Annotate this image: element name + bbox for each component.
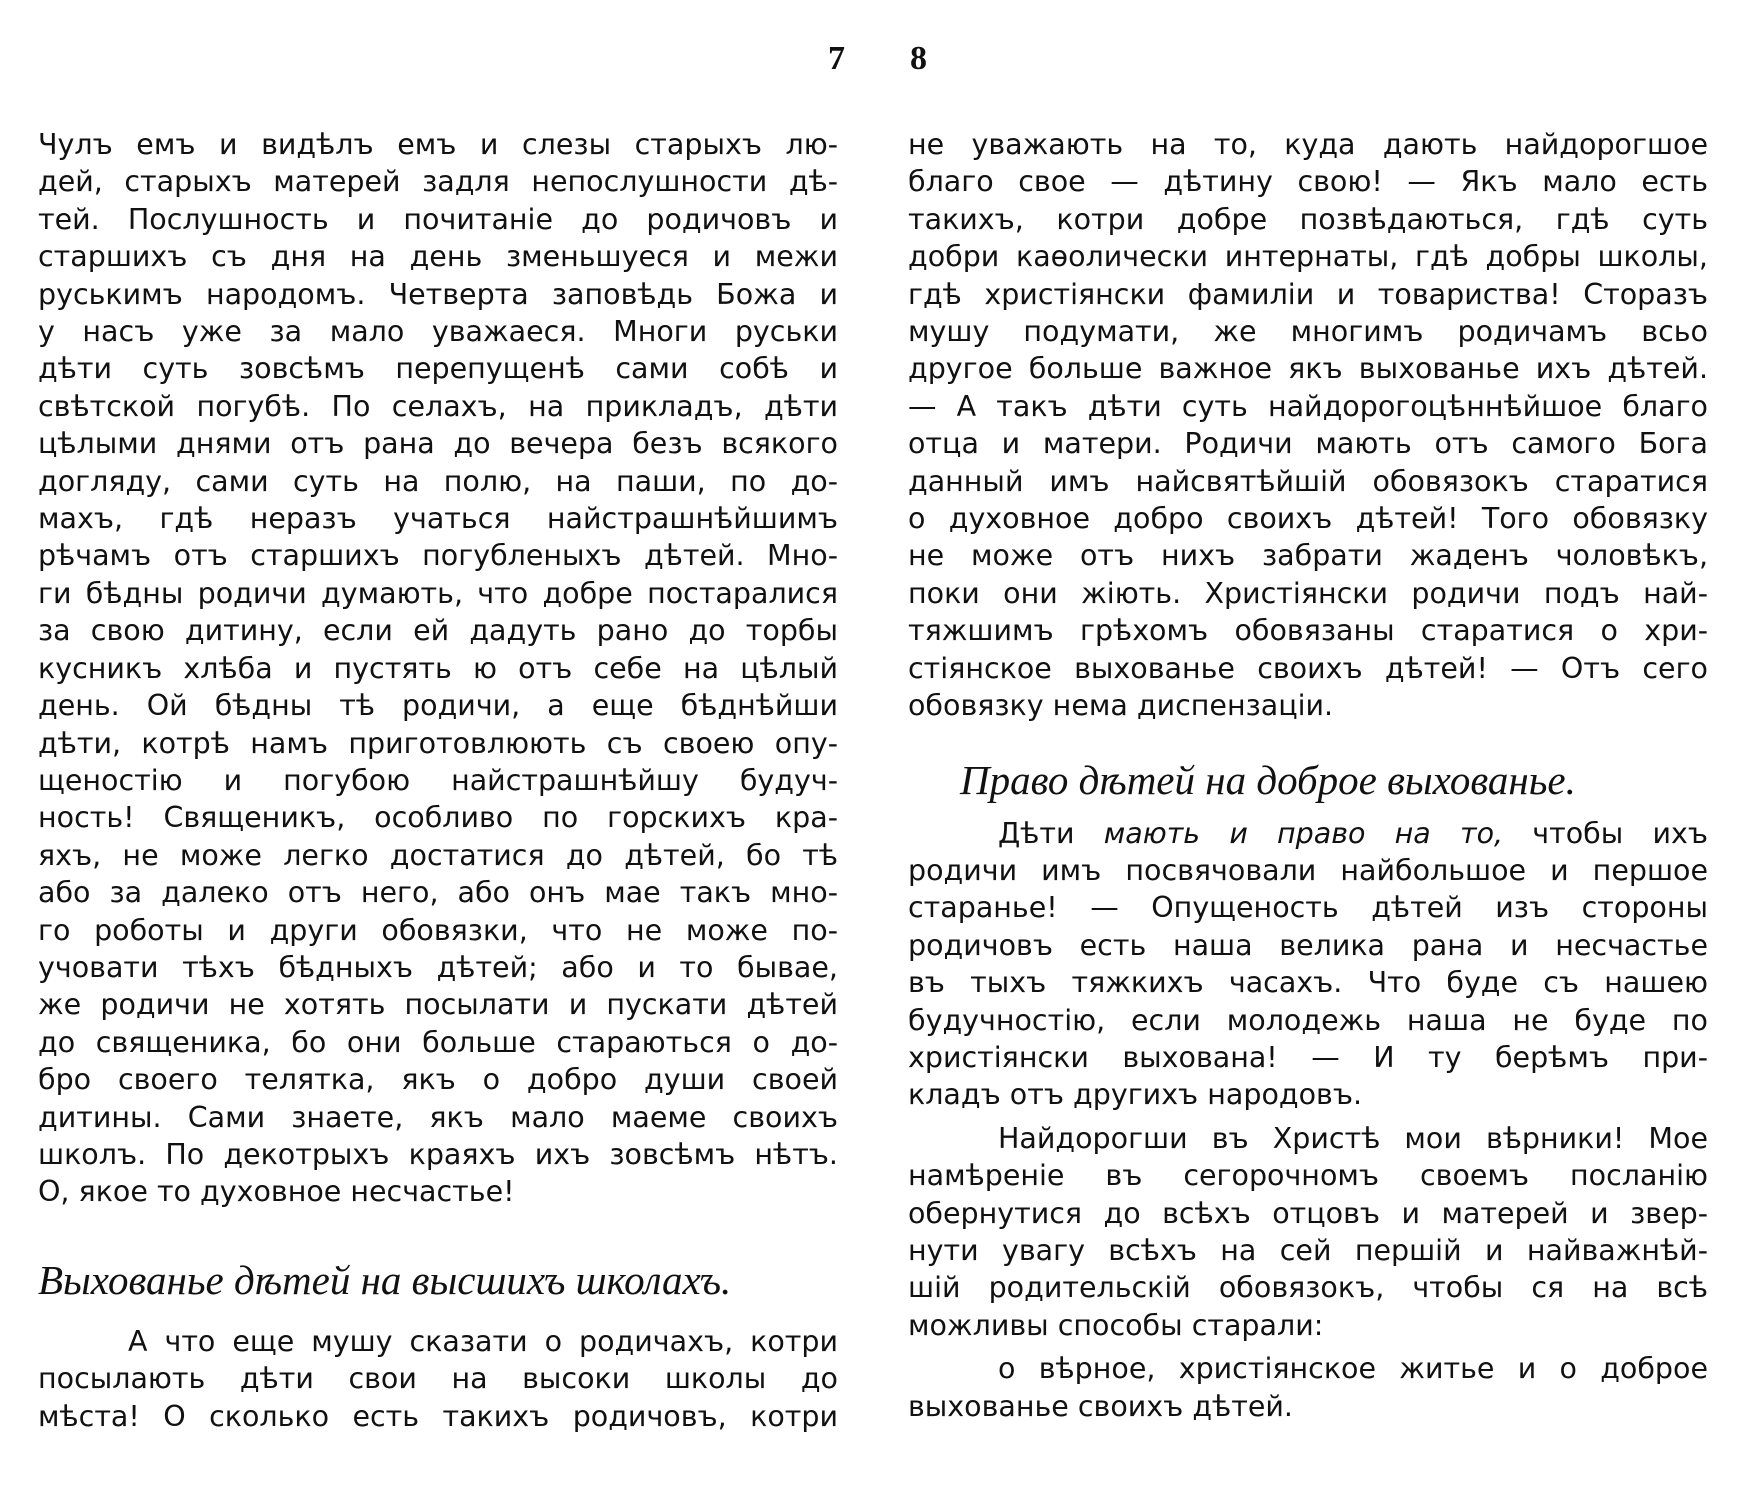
- text-line: ги бѣдны родичи думають, что добре постаралися: [38, 576, 838, 610]
- left-section-heading: Выхованье дѣтей на высшихъ школахъ.: [38, 1256, 732, 1303]
- text-line: догляду, сами суть на полю, на паши, по до-: [38, 464, 838, 498]
- text-line: у насъ уже за мало уважаеся. Многи руськи: [38, 315, 838, 349]
- text-line: або за далеко отъ него, або онъ мае такъ мно-: [38, 876, 838, 910]
- text-line: данный имъ найсвятѣйшій обовязокъ старатися: [908, 464, 1708, 498]
- text-line: А что еще мушу сказати о родичахъ, котри: [128, 1324, 838, 1358]
- left-paragraph-2: [38, 1323, 838, 1435]
- text-line: день. Ой бѣдны тѣ родичи, а еще бѣднѣйши: [38, 689, 838, 723]
- right-paragraph-1: [908, 126, 1708, 725]
- text-line: махъ, гдѣ неразъ учаться найстрашнѣйшимъ: [38, 502, 838, 536]
- text-line: не може отъ нихъ забрати жаденъ чоловѣкъ,: [908, 539, 1708, 573]
- text-line: такихъ, котри добре позвѣдаються, гдѣ суть: [908, 202, 1708, 236]
- right-page-column: [908, 126, 1708, 1425]
- text-line: будучностію, если молодежь наша не буде по: [908, 1003, 1708, 1037]
- text-line: шій родительскій обовязокъ, чтобы ся на всѣ: [908, 1271, 1708, 1305]
- text-line: мушу подумати, же многимъ родичамъ всьо: [908, 315, 1708, 349]
- text-line: обовязку нема диспензаціи.: [908, 689, 1334, 723]
- right-section-heading: Право дѣтей на доброе выхованье.: [960, 756, 1576, 803]
- text-line: посылають дѣти свои на высоки школы до: [38, 1362, 838, 1396]
- text-line: благо свое — дѣтину свою! — Якъ мало есть: [908, 165, 1708, 199]
- right-paragraph-3: [908, 1120, 1708, 1344]
- text-line: обернутися до всѣхъ отцовъ и матерей и звер-: [908, 1196, 1708, 1230]
- text-line: цѣлыми днями отъ рана до вечера безъ всякого: [38, 427, 838, 461]
- text-line: Дѣти мають и право на то, чтобы ихъ: [998, 816, 1708, 850]
- text-line: — А такъ дѣти суть найдорогоцѣннѣйшое благо: [908, 389, 1708, 423]
- left-paragraph-1: [38, 126, 838, 1211]
- page-number-right: 8: [910, 40, 927, 77]
- text-line: нути увагу всѣхъ на сей першій и найважнѣй-: [908, 1233, 1708, 1267]
- text-line: за свою дитину, если ей дадуть рано до торбы: [38, 614, 838, 648]
- text-line: въ тыхъ тяжкихъ часахъ. Что буде съ нашею: [908, 966, 1708, 1000]
- text-line: поки они жіють. Христіянски родичи подъ най-: [908, 576, 1708, 610]
- text-line: кладъ отъ другихъ народовъ.: [908, 1078, 1363, 1112]
- right-paragraph-2: [908, 815, 1708, 1114]
- text-line: гдѣ христіянски фамиліи и товариства! Сторазъ: [908, 277, 1708, 311]
- text-line: бро своего телятка, якъ о добро души своей: [38, 1063, 838, 1097]
- text-line: дѣти суть зовсѣмъ перепущенѣ сами собѣ и: [38, 352, 838, 386]
- text-line: щеностію и погубою найстрашнѣйшу будуч-: [38, 763, 838, 797]
- text-line: тяжшимъ грѣхомъ обовязаны старатися о хри-: [908, 614, 1708, 648]
- text-line: о вѣрное, христіянское житье и о доброе: [998, 1352, 1708, 1386]
- text-line: мѣста! О сколько есть такихъ родичовъ, котри: [38, 1399, 838, 1433]
- text-line: христіянски выхована! — И ту берѣмъ при-: [908, 1040, 1708, 1074]
- text-line: Чулъ емъ и видѣлъ емъ и слезы старыхъ лю-: [38, 128, 838, 161]
- text-line: Найдорогши въ Христѣ мои вѣрники! Мое: [998, 1121, 1708, 1155]
- left-page-column: [38, 126, 838, 1435]
- italic-phrase: мають и право на то,: [1103, 816, 1504, 850]
- text-line: родичовъ есть наша велика рана и несчастье: [908, 928, 1708, 962]
- text-line: дитины. Сами знаете, якъ мало маеме своихъ: [38, 1100, 838, 1134]
- text-line: намѣреніе въ сегорочномъ своемъ посланію: [908, 1159, 1708, 1193]
- text-line: стіянское выхованье своихъ дѣтей! — Отъ сего: [908, 651, 1708, 685]
- text-line: яхъ, не може легко достатися до дѣтей, бо тѣ: [38, 838, 838, 872]
- text-line: не уважають на то, куда дають найдорогшое: [908, 128, 1708, 161]
- text-line: отца и матери. Родичи мають отъ самого Бога: [908, 427, 1708, 461]
- text-line: добри каѳолически интернаты, гдѣ добры школы,: [908, 240, 1708, 274]
- text-line: кусникъ хлѣба и пустять ю отъ себе на цѣлый: [38, 651, 838, 685]
- text-line: дей, старыхъ матерей задля непослушности дѣ-: [38, 165, 838, 199]
- text-line: О, якое то духовное несчастье!: [38, 1175, 515, 1209]
- text-line: старшихъ съ дня на день зменьшуеся и межи: [38, 240, 838, 274]
- right-paragraph-4: [908, 1350, 1708, 1425]
- text-line: рѣчамъ отъ старшихъ погубленыхъ дѣтей. Мно-: [38, 539, 838, 573]
- text-line: родичи имъ посвячовали найбольшое и першое: [908, 853, 1708, 887]
- text-line: же родичи не хотять посылати и пускати дѣтей: [38, 988, 838, 1022]
- text-line: можливы способы старали:: [908, 1308, 1324, 1342]
- page-number-left: 7: [828, 40, 845, 77]
- text-line: тей. Послушность и почитаніе до родичовъ и: [38, 202, 838, 236]
- text-line: о духовное добро своихъ дѣтей! Того обовязку: [908, 502, 1708, 536]
- text-line: ность! Священикъ, особливо по горскихъ кра-: [38, 801, 838, 835]
- text-line: руськимъ народомъ. Четверта заповѣдь Божа и: [38, 277, 838, 311]
- text-line: выхованье своихъ дѣтей.: [908, 1389, 1293, 1423]
- text-line: го роботы и други обовязки, что не може по-: [38, 913, 838, 947]
- text-line: свѣтской погубѣ. По селахъ, на прикладъ, дѣти: [38, 389, 838, 423]
- text-line: другое больше важное якъ выхованье ихъ дѣтей.: [908, 352, 1708, 386]
- text-line: до священика, бо они больше стараються о до-: [38, 1025, 838, 1059]
- text-line: школъ. По декотрыхъ краяхъ ихъ зовсѣмъ нѣтъ.: [38, 1137, 838, 1171]
- text-line: дѣти, котрѣ намъ приготовлюють съ своею опу-: [38, 726, 838, 760]
- text-line: учовати тѣхъ бѣдныхъ дѣтей; або и то бывае,: [38, 950, 838, 984]
- text-line: старанье! — Опущеность дѣтей изъ стороны: [908, 891, 1708, 925]
